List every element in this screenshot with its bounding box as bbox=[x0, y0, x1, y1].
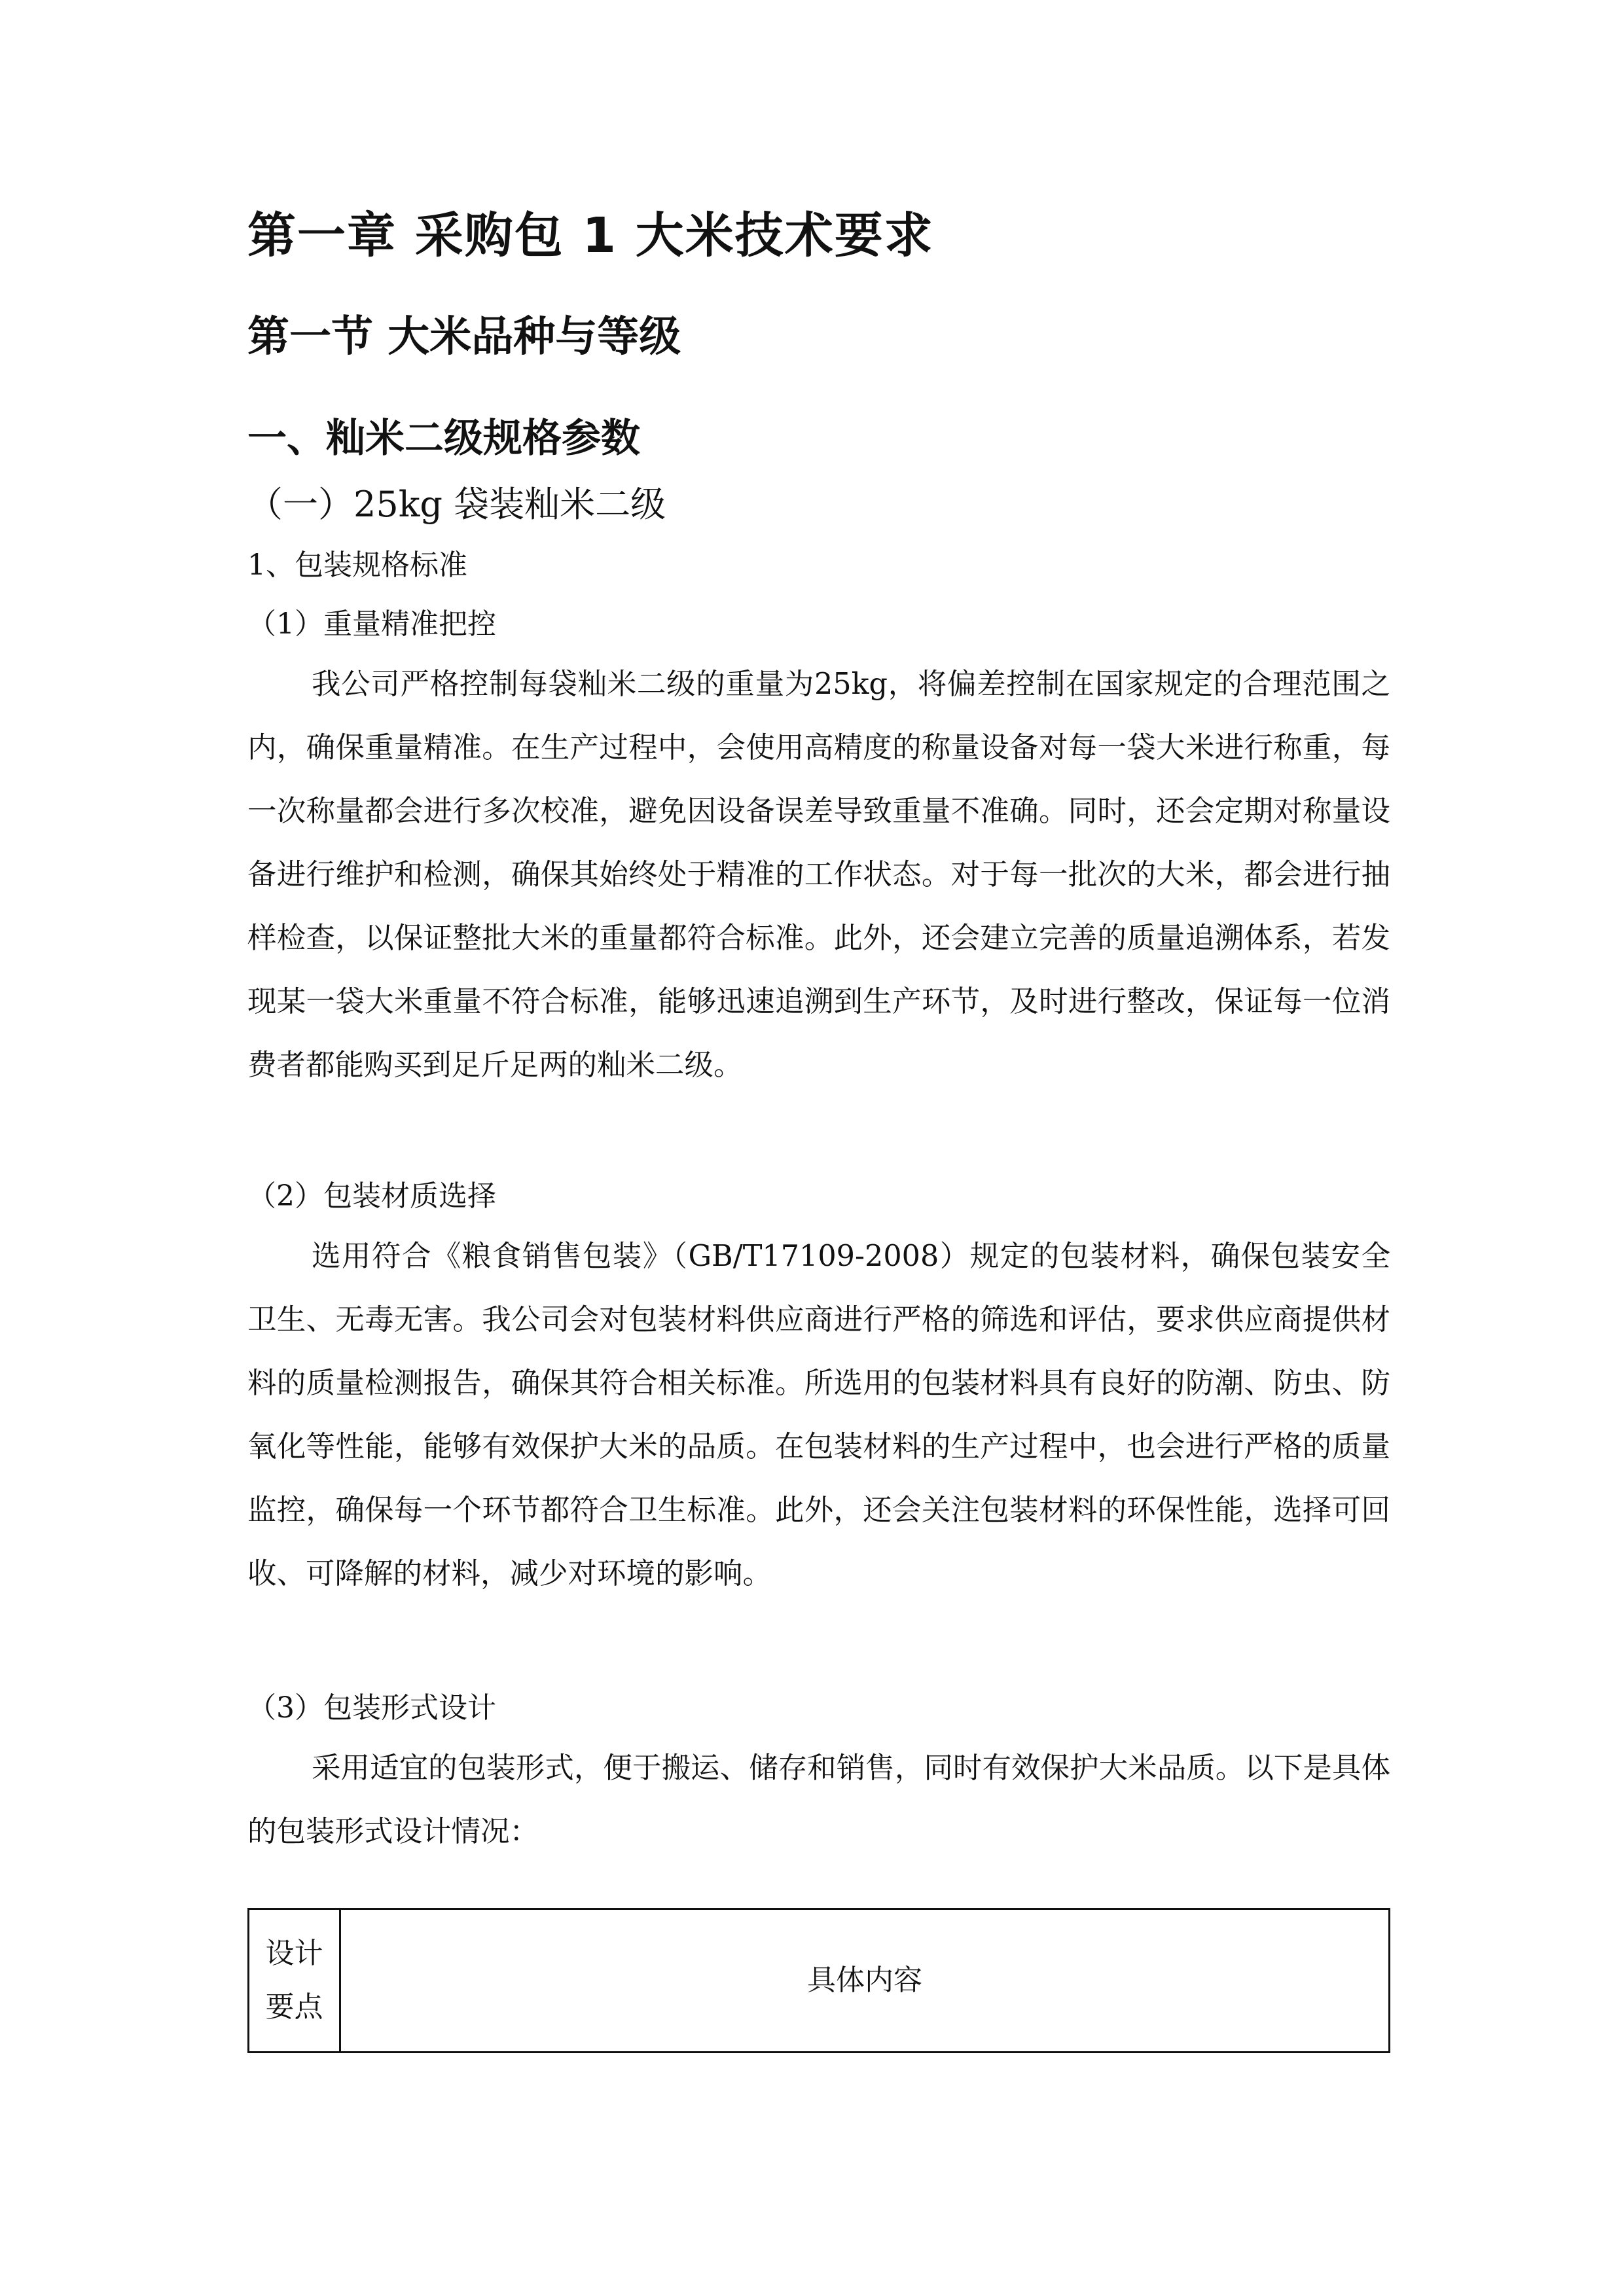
design-table bbox=[247, 1908, 1390, 2053]
point-title: 1、包装规格标准 bbox=[247, 548, 467, 582]
sub1-body: 我公司严格控制每袋籼米二级的重量为25kg，将偏差控制在国家规定的合理范围之内，确保重量精准。在生产过程中，会使用高精度的称量设备对每一袋大米进行称重，每一次称量都会进行多次校准，避免因设备误差导致重量不准确。同时，还会定期对称量设备进行维护和检测，确保其始终处于精准的工作状态。对于每一批次的大米，都会进行抽样检查，以保证整批大米的重量都符合标准。此外，还会建立完善的质量追溯体系，若发现某一袋大米重量不符合标准，能够迅速追溯到生产环节，及时进行整改，保证每一位消费者都能购买到足斤足两的籼米二级。 bbox=[247, 668, 1390, 1082]
sub2-body: 选用符合《粮食销售包装》（GB/T17109-2008）规定的包装材料，确保包装安全卫生、无毒无害。我公司会对包装材料供应商进行严格的筛选和评估，要求供应商提供材料的质量检测报告，确保其符合相关标准。所选用的包装材料具有良好的防潮、防虫、防氧化等性能，能够有效保护大米的品质。在包装材料的生产过程中，也会进行严格的质量监控，确保每一个环节都符合卫生标准。此外，还会关注包装材料的环保性能，选择可回收、可降解的材料，减少对环境的影响。 bbox=[247, 1240, 1390, 1590]
table-header-design-points: 设计要点 bbox=[249, 1910, 341, 2051]
sub2-title: （2）包装材质选择 bbox=[247, 1179, 496, 1213]
chapter-title: 第一章 采购包 1 大米技术要求 bbox=[247, 207, 934, 264]
sub3-title: （3）包装形式设计 bbox=[247, 1691, 496, 1725]
subsection-title: 一、籼米二级规格参数 bbox=[247, 416, 640, 461]
section-title: 第一节 大米品种与等级 bbox=[247, 313, 681, 361]
sub3-body: 采用适宜的包装形式，便于搬运、储存和销售，同时有效保护大米品质。以下是具体的包装形式设计情况： bbox=[247, 1751, 1390, 1848]
sub1-title: （1）重量精准把控 bbox=[247, 607, 496, 641]
table-header-content: 具体内容 bbox=[807, 1964, 922, 1997]
item-title: （一）25kg 袋装籼米二级 bbox=[247, 484, 666, 525]
